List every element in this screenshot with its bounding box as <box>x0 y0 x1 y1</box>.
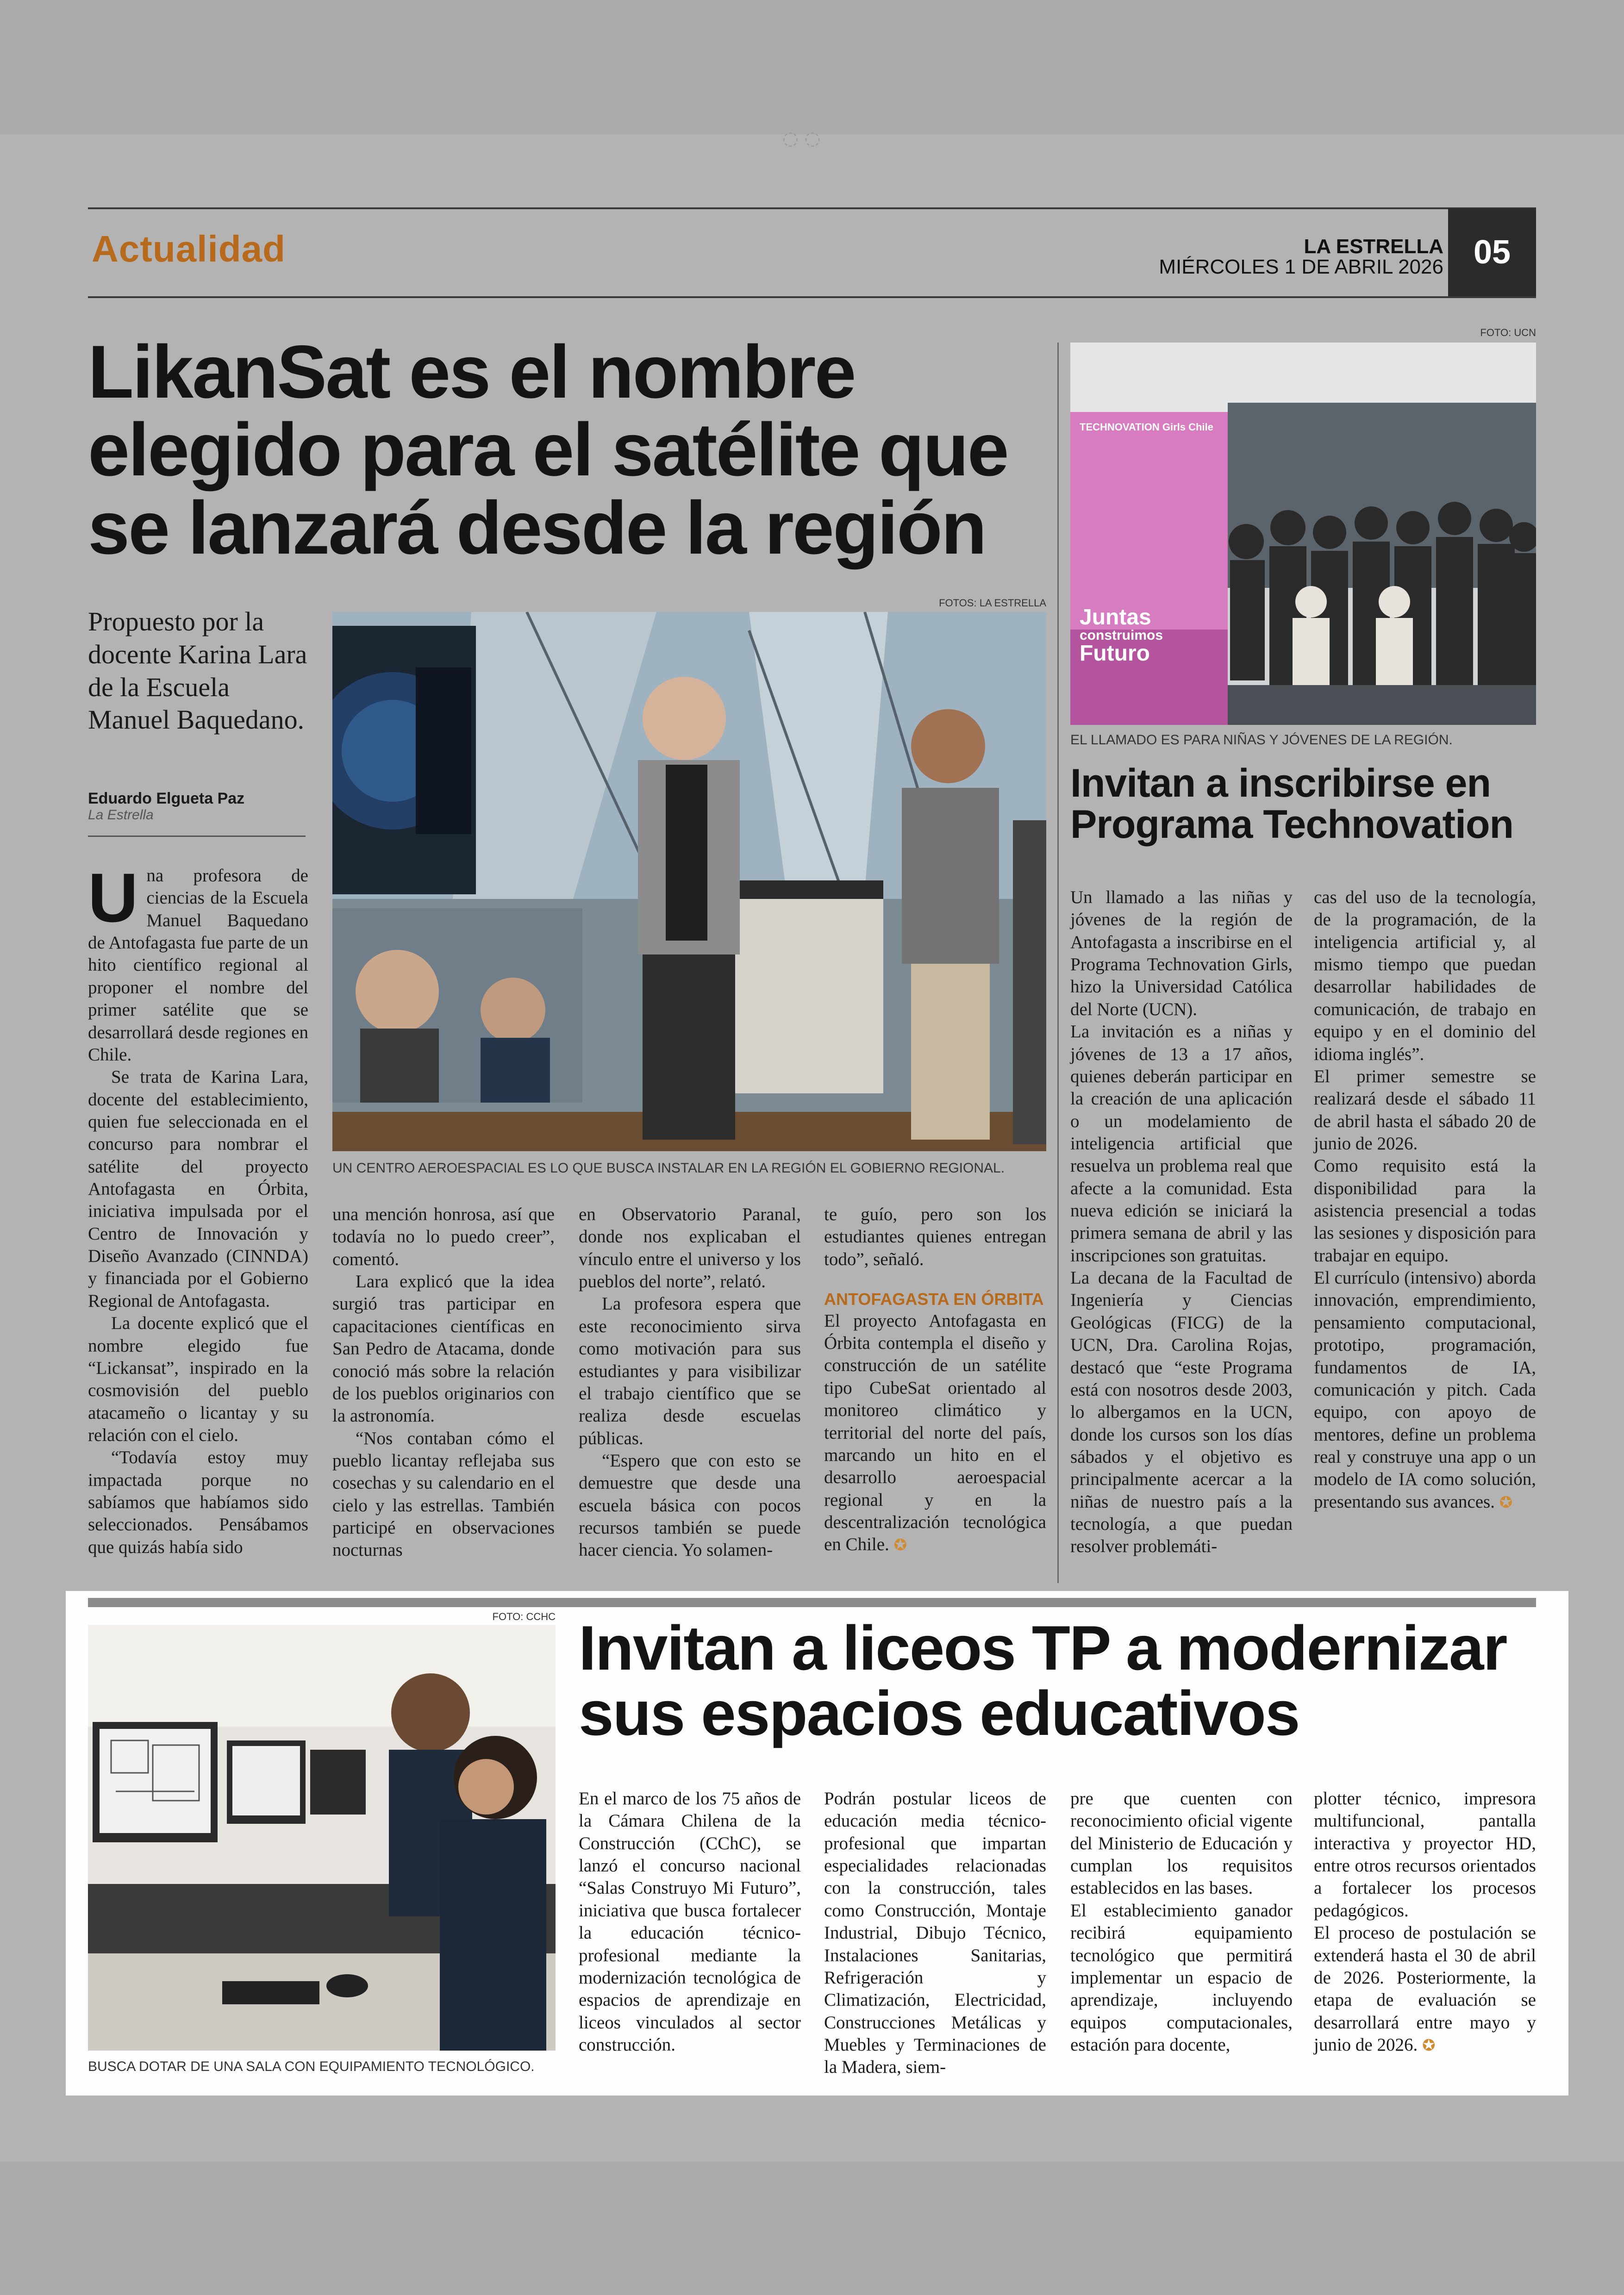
end-mark-icon: ✪ <box>1499 1493 1513 1512</box>
paragraph: plotter técnico, impresora multifuncional, pantalla interactiva y proyector HD, entre otros recursos orientados a fortalecer los procesos pedagógicos. <box>1314 1789 1536 1921</box>
side-photo <box>1070 343 1536 725</box>
issue-date: MIÉRCOLES 1 DE ABRIL 2026 <box>1159 256 1443 278</box>
paragraph: na profesora de ciencias de la Escuela Manuel Baquedano de Antofagasta fue parte de un hito científico regional al proponer el nombre del primer satélite que se desarrollará desde regiones en Chile. <box>88 866 308 1065</box>
paragraph: Podrán postular liceos de educación media técnico-profesional que impartan especialidades relacionadas con la construcción, tales como Construcción, Montaje Industrial, Dibujo Técnico, Instalaciones Sanitarias, Refrigeración y Climatización, Electricidad, Construcciones Metálicas y Muebles y Terminaciones de la Madera, siem- <box>824 1789 1046 2077</box>
paragraph: cas del uso de la tecnología, de la programación, de la inteligencia artificial y, al mismo tiempo que puedan desarrollar habilidades de comunicación, de trabajo en equipo y en el dominio del idioma inglés”. <box>1314 887 1536 1064</box>
end-mark-icon: ✪ <box>1422 2036 1436 2055</box>
paragraph: pre que cuenten con reconocimiento oficial vigente del Ministerio de Educación y cumplan los requisitos establecidos en las bases. <box>1070 1789 1293 1898</box>
paragraph: En el marco de los 75 años de la Cámara Chilena de la Construcción (CChC), se lanzó el concurso nacional “Salas Construyo Mi Futuro”, iniciativa que busca fortalecer la educación técnico-profesional mediante la modernización tecnológica de espacios de aprendizaje en liceos vinculados al sector construcción. <box>579 1789 801 2055</box>
paragraph: Lara explicó que la idea surgió tras participar en capacitaciones científicas en San Pedro de Atacama, donde conoció más sobre la relación de los pueblos originarios con la astronomía. <box>332 1272 555 1426</box>
main-photo <box>332 612 1046 1151</box>
paragraph: La profesora espera que este reconocimiento sirva como motivación para sus estudiantes y para visibilizar el trabajo científico que se realiza desde escuelas públicas. <box>579 1294 801 1448</box>
main-column-1 <box>88 859 308 1559</box>
banner-slogan <box>1080 606 1163 665</box>
subheading: ANTOFAGASTA EN ÓRBITA <box>824 1290 1044 1309</box>
paragraph: El primer semestre se realizará desde el sábado 11 de abril hasta el sábado 20 de junio de 2026. <box>1314 1066 1536 1154</box>
paragraph: El proyecto Antofagasta en Órbita contempla el diseño y construcción de un satélite tipo CubeSat orientado al monitoreo climático y territorial del norte del país, marcando un hito en el desarrollo aeroespacial regional y en la descentralización tecnológica en Chile. ✪ <box>824 1310 1046 1555</box>
main-column-4 <box>824 1204 1046 1556</box>
section-label: Actualidad <box>92 228 286 269</box>
paragraph: en Observatorio Paranal, donde nos explicaban el vínculo entre el universo y los pueblos del norte”, relató. <box>579 1204 801 1292</box>
paragraph: “Espero que con esto se demuestre que desde una escuela básica con pocos recursos también se puede hacer ciencia. Yo solamen- <box>579 1450 801 1560</box>
banner-line: Futuro <box>1080 641 1150 666</box>
side-headline: Invitan a inscribirse en Programa Technovation <box>1070 761 1514 847</box>
bottom-column-2 <box>824 1788 1046 2079</box>
end-mark-icon: ✪ <box>893 1536 907 1555</box>
paragraph: Un llamado a las niñas y jóvenes de la región de Antofagasta a inscribirse en el Programa Technovation Girls, hizo la Universidad Católica del Norte (UCN). <box>1070 887 1293 1019</box>
paragraph: El currículo (intensivo) aborda innovación, emprendimiento, pensamiento computacional, prototipo, programación, fundamentos de IA, comunicación y pitch. Cada equipo, con apoyo de mentores, define un problema real y construye una app o un modelo de IA como solución, presentando sus avances. ✪ <box>1314 1268 1536 1512</box>
main-headline: LikanSat es el nombre elegido para el satélite que se lanzará desde la región <box>88 330 1008 570</box>
paragraph: El establecimiento ganador recibirá equipamiento tecnológico que permitirá implementar un espacio de aprendizaje, incluyendo equipos computacionales, estación para docente, <box>1070 1900 1293 2055</box>
page-indicator-dots[interactable]: ◌ ◌ <box>782 128 821 149</box>
bottom-column-3 <box>1070 1788 1293 2056</box>
paragraph: La invitación es a niñas y jóvenes de 13 a 17 años, quienes deberán participar en la creación de una aplicación o un modelamiento de inteligencia artificial que resuelva un problema real que afecte a la comunidad. Esta nueva edición se iniciará la primera semana de abril y las inscripciones son gratuitas. <box>1070 1022 1293 1266</box>
column-divider <box>1057 343 1059 1583</box>
viewer-bottom-band <box>0 2162 1624 2295</box>
drop-cap: U <box>88 859 138 936</box>
main-column-2 <box>332 1204 555 1562</box>
paragraph: Se trata de Karina Lara, docente del establecimiento, quien fue seleccionada en el concurso para nombrar el satélite del proyecto Antofagasta en Órbita, iniciativa impulsada por el Centro de Innovación y Diseño Avanzado (CINNDA) y financiada por el Gobierno Regional de Antofagasta. <box>88 1067 308 1311</box>
paragraph: “Nos contaban cómo el pueblo licantay reflejaba sus cosechas y su calendario en el cielo y las estrellas. También participé en observaciones nocturnas <box>332 1428 555 1560</box>
side-column-1 <box>1070 886 1293 1558</box>
main-photo-caption: UN CENTRO AEROESPACIAL ES LO QUE BUSCA INSTALAR EN LA REGIÓN EL GOBIERNO REGIONAL. <box>332 1160 1005 1176</box>
paragraph: La decana de la Facultad de Ingeniería y Ciencias Geológicas (FICG) de la UCN, Dra. Carolina Rojas, destacó que “este Programa está con nosotros desde 2003, lo albergamos en la UCN, donde los cursos son los días sábados y el objetivo es principalmente acercar a la niñas de nuestro país a la tecnología, a que puedan resolver problemáti- <box>1070 1268 1293 1557</box>
paragraph: te guío, pero son los estudiantes quienes entregan todo”, señaló. <box>824 1204 1046 1269</box>
side-photo-caption: EL LLAMADO ES PARA NIÑAS Y JÓVENES DE LA REGIÓN. <box>1070 732 1453 748</box>
article-author: Eduardo Elgueta Paz <box>88 790 245 807</box>
paragraph: La docente explicó que el nombre elegido fue “Lickansat”, inspirado en la cosmovisión del pueblo atacameño o licantay y su relación con el cielo. <box>88 1313 308 1445</box>
side-photo-credit: FOTO: UCN <box>1480 327 1536 338</box>
bottom-photo-caption: BUSCA DOTAR DE UNA SALA CON EQUIPAMIENTO TECNOLÓGICO. <box>88 2059 535 2074</box>
side-column-2 <box>1314 886 1536 1513</box>
bottom-photo <box>88 1625 556 2051</box>
article-source: La Estrella <box>88 807 154 823</box>
banner-line: construimos <box>1080 628 1163 643</box>
bottom-headline: Invitan a liceos TP a modernizar sus espacios educativos <box>579 1613 1507 1749</box>
author-rule <box>88 836 306 837</box>
header-bottom-rule <box>88 296 1536 298</box>
paper-name: LA ESTRELLA <box>1304 235 1443 258</box>
bottom-photo-credit: FOTO: CCHC <box>492 1611 556 1622</box>
paragraph: “Todavía estoy muy impactada porque no sabíamos que habíamos sido seleccionados. Pensábamos que quizás había sido <box>88 1447 308 1557</box>
viewer-top-band <box>0 0 1624 134</box>
main-column-3 <box>579 1204 801 1562</box>
bottom-story-bar <box>88 1598 1536 1607</box>
paragraph: Como requisito está la disponibilidad para la asistencia presencial a todas las sesiones y disposición para trabajar en equipo. <box>1314 1156 1536 1266</box>
banner-brand: TECHNOVATION Girls Chile <box>1080 421 1213 433</box>
paragraph: una mención honrosa, así que todavía no lo puedo creer”, comentó. <box>332 1204 555 1269</box>
header-top-rule <box>88 207 1536 209</box>
banner-line: Juntas <box>1080 605 1151 630</box>
bottom-column-1 <box>579 1788 801 2056</box>
bottom-column-4 <box>1314 1788 1536 2056</box>
page-number: 05 <box>1448 208 1536 296</box>
main-deck: Propuesto por la docente Karina Lara de la Escuela Manuel Baquedano. <box>88 606 307 735</box>
main-photo-credit: FOTOS: LA ESTRELLA <box>939 597 1046 609</box>
paragraph: El proceso de postulación se extenderá hasta el 30 de abril de 2026. Posteriormente, la etapa de evaluación se desarrollará entre mayo y junio de 2026. ✪ <box>1314 1923 1536 2055</box>
